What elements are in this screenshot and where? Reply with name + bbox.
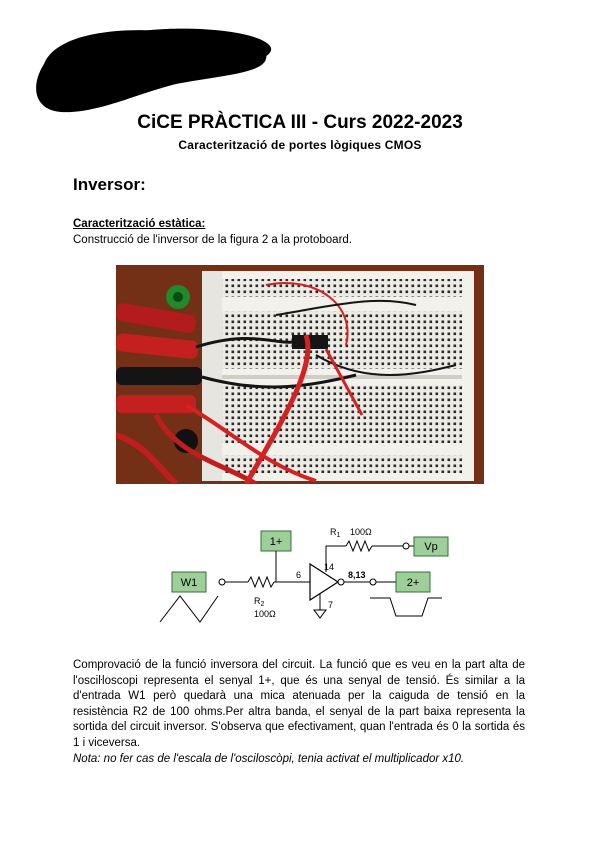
subsection-heading: Caracterització estàtica:	[73, 218, 206, 230]
resistor-r2	[248, 577, 274, 587]
w1-input-label: W1	[180, 577, 198, 589]
probe-1-label: 1+	[269, 536, 283, 548]
inverter-schematic	[150, 520, 450, 630]
redaction-blot	[26, 24, 276, 116]
r1-label: $R_1$	[330, 527, 341, 539]
breadboard-photo	[116, 265, 484, 484]
ground-symbol	[314, 610, 326, 618]
output-waveform	[370, 598, 442, 616]
document-title: CiCE PRÀCTICA III - Curs 2022-2023	[137, 112, 463, 133]
note-text: Nota: no fer cas de l'escala de l'osciloscòpi, tenia activat el multiplicador x10.	[73, 753, 465, 765]
input-triangle-wave	[160, 596, 218, 622]
vp-supply-label: Vp	[424, 541, 438, 553]
r1-value: 100Ω	[350, 527, 372, 537]
document-subtitle: Caracterització de portes lògiques CMOS	[178, 138, 422, 152]
pin-out: 8,13	[348, 570, 366, 580]
body-paragraph: Comprovació de la funció inversora del circuit. La funció que es veu en la part alta de l'osciŀloscopi representa el senyal 1+, que és una senyal de tensió. És similar a la d'entrada W1 però quedarà una mica atenuada per la caiguda de tensió en la resistència R2 de 100 ohms.Per altra banda, el senyal de la part baixa representa la sortida del circuit inversor. S'observa que efectivament, quan l'entrada és 0 la sortida és 1 i viceversa.	[73, 659, 525, 749]
pin-in: 6	[296, 570, 302, 580]
r2-value: 100Ω	[254, 609, 276, 619]
output-2-label: 2+	[406, 577, 420, 589]
r2-label: $R_2$	[254, 596, 265, 608]
pin-vdd: 14	[324, 562, 335, 572]
section-heading: Inversor:	[73, 175, 146, 194]
resistor-r1	[346, 541, 372, 551]
intro-text: Construcció de l'inversor de la figura 2 a la protoboard.	[73, 234, 352, 246]
pin-gnd: 7	[328, 600, 334, 610]
